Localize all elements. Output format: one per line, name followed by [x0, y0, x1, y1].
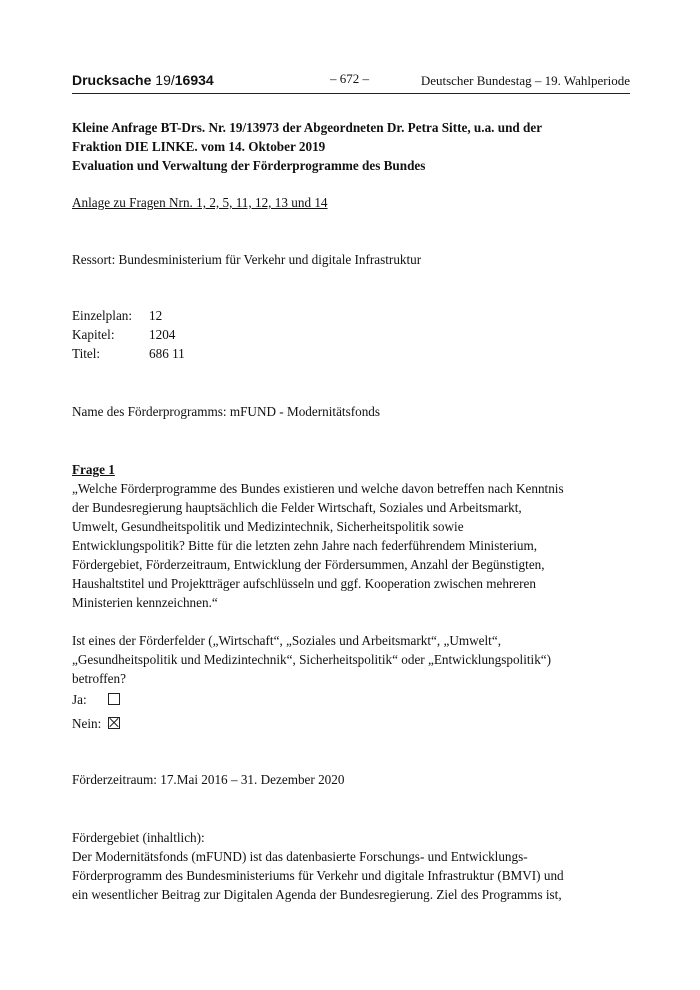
budget-value: 12: [149, 308, 163, 323]
foerdergebiet-line: Der Modernitätsfonds (mFUND) ist das datenbasierte Forschungs- und Entwicklungs-: [72, 849, 528, 864]
foerdergebiet: [72, 828, 592, 904]
question-line: Ist eines der Förderfelder („Wirtschaft“, „Soziales und Arbeitsmarkt“, „Umwelt“,: [72, 633, 501, 648]
frage-line: Fördergebiet, Förderzeitraum, Entwicklung der Fördersummen, Anzahl der Begünstigten,: [72, 557, 545, 572]
drucksache-prefix: 19/: [155, 72, 175, 88]
frage-line: Haushaltstitel und Projektträger aufschlüsseln und ggf. Kooperation zwischen mehreren: [72, 576, 536, 591]
page-number: – 672 –: [330, 71, 369, 86]
budget-value: 686 11: [149, 346, 185, 361]
foerdergebiet-line: ein wesentlicher Beitrag zur Digitalen Agenda der Bundesregierung. Ziel des Programms ist,: [72, 887, 562, 902]
budget-info: [72, 306, 185, 363]
frage-line: Entwicklungspolitik? Bitte für die letzten zehn Jahre nach federführendem Ministerium,: [72, 538, 538, 553]
title-line: Kleine Anfrage BT-Drs. Nr. 19/13973 der Abgeordneten Dr. Petra Sitte, u.a. und der: [72, 120, 543, 135]
nein-label: Nein:: [72, 716, 102, 731]
budget-row: [72, 344, 185, 363]
option-ja: [72, 690, 120, 714]
option-nein: [72, 714, 120, 733]
anlage-line: Anlage zu Fragen Nrn. 1, 2, 5, 11, 12, 13 und 14: [72, 195, 328, 210]
ja-checkbox[interactable]: [108, 693, 120, 705]
budget-label: Einzelplan:: [72, 308, 133, 323]
answer-options: [72, 690, 120, 733]
budget-row: [72, 306, 185, 325]
budget-label: Titel:: [72, 346, 101, 361]
foerdergebiet-line: Förderprogramm des Bundesministeriums für Verkehr und digitale Infrastruktur (BMVI) und: [72, 868, 564, 883]
frage-line: der Bundesregierung hauptsächlich die Felder Wirtschaft, Soziales und Arbeitsmarkt,: [72, 500, 522, 515]
drucksache-label: Drucksache: [72, 72, 152, 88]
frage-text: [72, 479, 592, 612]
page-header: [72, 70, 630, 92]
frage-line: Umwelt, Gesundheitspolitik und Medizintechnik, Sicherheitspolitik sowie: [72, 519, 464, 534]
question-text: [72, 631, 592, 688]
header-rule: [72, 93, 630, 94]
ressort-line: Ressort: Bundesministerium für Verkehr und digitale Infrastruktur: [72, 252, 422, 267]
budget-row: [72, 325, 185, 344]
nein-checkbox[interactable]: [108, 717, 120, 729]
drucksache-id: 16934: [174, 72, 214, 88]
foerderzeitraum: Förderzeitraum: 17.Mai 2016 – 31. Dezember 2020: [72, 772, 345, 787]
question-line: betroffen?: [72, 671, 126, 686]
frage-heading: Frage 1: [72, 462, 115, 477]
drucksache-number: [72, 72, 214, 88]
frage-line: Ministerien kennzeichnen.“: [72, 595, 218, 610]
document-title: [72, 118, 592, 175]
question-line: „Gesundheitspolitik und Medizintechnik“, Sicherheitspolitik“ oder „Entwicklungspolitik“): [72, 652, 552, 667]
program-name: Name des Förderprogramms: mFUND - Modernitätsfonds: [72, 404, 381, 419]
header-right: Deutscher Bundestag – 19. Wahlperiode: [420, 73, 630, 88]
title-line: Fraktion DIE LINKE. vom 14. Oktober 2019: [72, 139, 326, 154]
budget-value: 1204: [149, 327, 176, 342]
frage-line: „Welche Förderprogramme des Bundes existieren und welche davon betreffen nach Kenntnis: [72, 481, 564, 496]
title-line: Evaluation und Verwaltung der Förderprogramme des Bundes: [72, 158, 426, 173]
ja-label: Ja:: [72, 692, 87, 707]
foerdergebiet-label: Fördergebiet (inhaltlich):: [72, 830, 205, 845]
budget-label: Kapitel:: [72, 327, 115, 342]
